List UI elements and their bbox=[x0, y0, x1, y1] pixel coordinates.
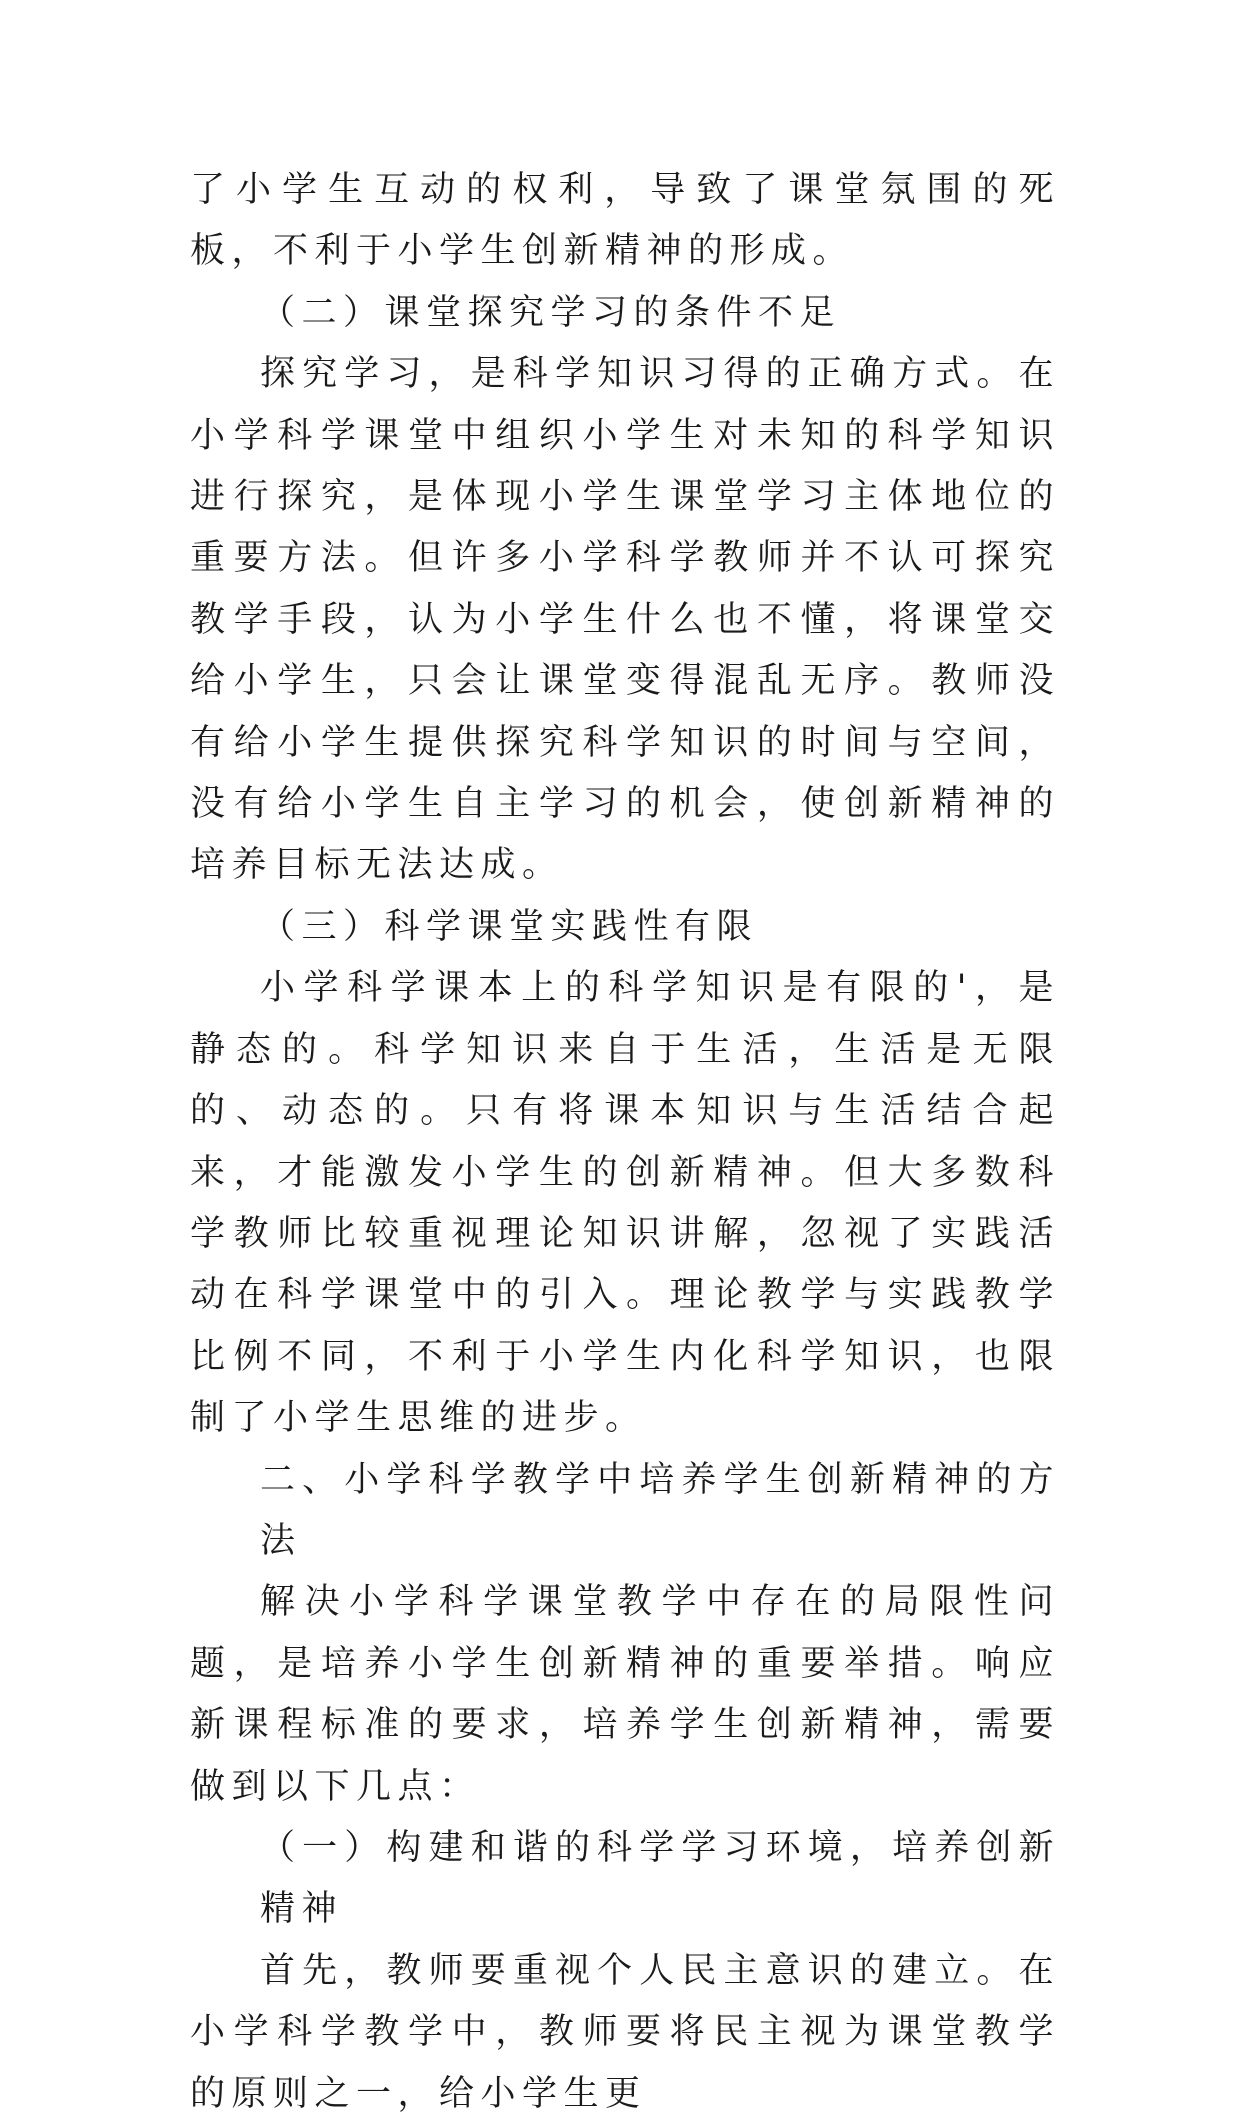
paragraph-democracy: 首先，教师要重视个人民主意识的建立。在小学科学教学中，教师要将民主视为课堂教学的原则之一，给小学生更 bbox=[190, 1950, 1060, 2114]
paragraph-practice-limited: 小学科学课本上的科学知识是有限的'，是静态的。科学知识来自于生活，生活是无限的、动态的。只有将课本知识与生活结合起来，才能激发小学生的创新精神。但大多数科学教师比较重视理论知识讲解，忽视了实践活动在科学课堂中的引入。理论教学与实践教学比例不同，不利于小学生内化科学知识，也限制了小学生思维的进步。 bbox=[190, 968, 1060, 1439]
paragraph-methods-intro: 解决小学科学课堂教学中存在的局限性问题，是培养小学生创新精神的重要举措。响应新课程标准的要求，培养学生创新精神，需要做到以下几点： bbox=[190, 1582, 1060, 1807]
section-heading-1-environment: （一）构建和谐的科学学习环境，培养创新精神 bbox=[260, 1827, 1060, 1930]
paragraph-continuation: 了小学生互动的权利，导致了课堂氛围的死板，不利于小学生创新精神的形成。 bbox=[190, 170, 1060, 272]
body-text bbox=[190, 160, 1060, 2125]
paragraph-inquiry-learning: 探究学习，是科学知识习得的正确方式。在小学科学课堂中组织小学生对未知的科学知识进行探究，是体现小学生课堂学习主体地位的重要方法。但许多小学科学教师并不认可探究教学手段，认为小学生什么也不懂，将课堂交给小学生，只会让课堂变得混乱无序。教师没有给小学生提供探究科学知识的时间与空间，没有给小学生自主学习的机会，使创新精神的培养目标无法达成。 bbox=[190, 354, 1060, 886]
chapter-heading-methods: 二、小学科学教学中培养学生创新精神的方法 bbox=[260, 1459, 1060, 1561]
section-heading-2: （二）课堂探究学习的条件不足 bbox=[260, 292, 842, 333]
section-heading-3: （三）科学课堂实践性有限 bbox=[260, 906, 759, 947]
